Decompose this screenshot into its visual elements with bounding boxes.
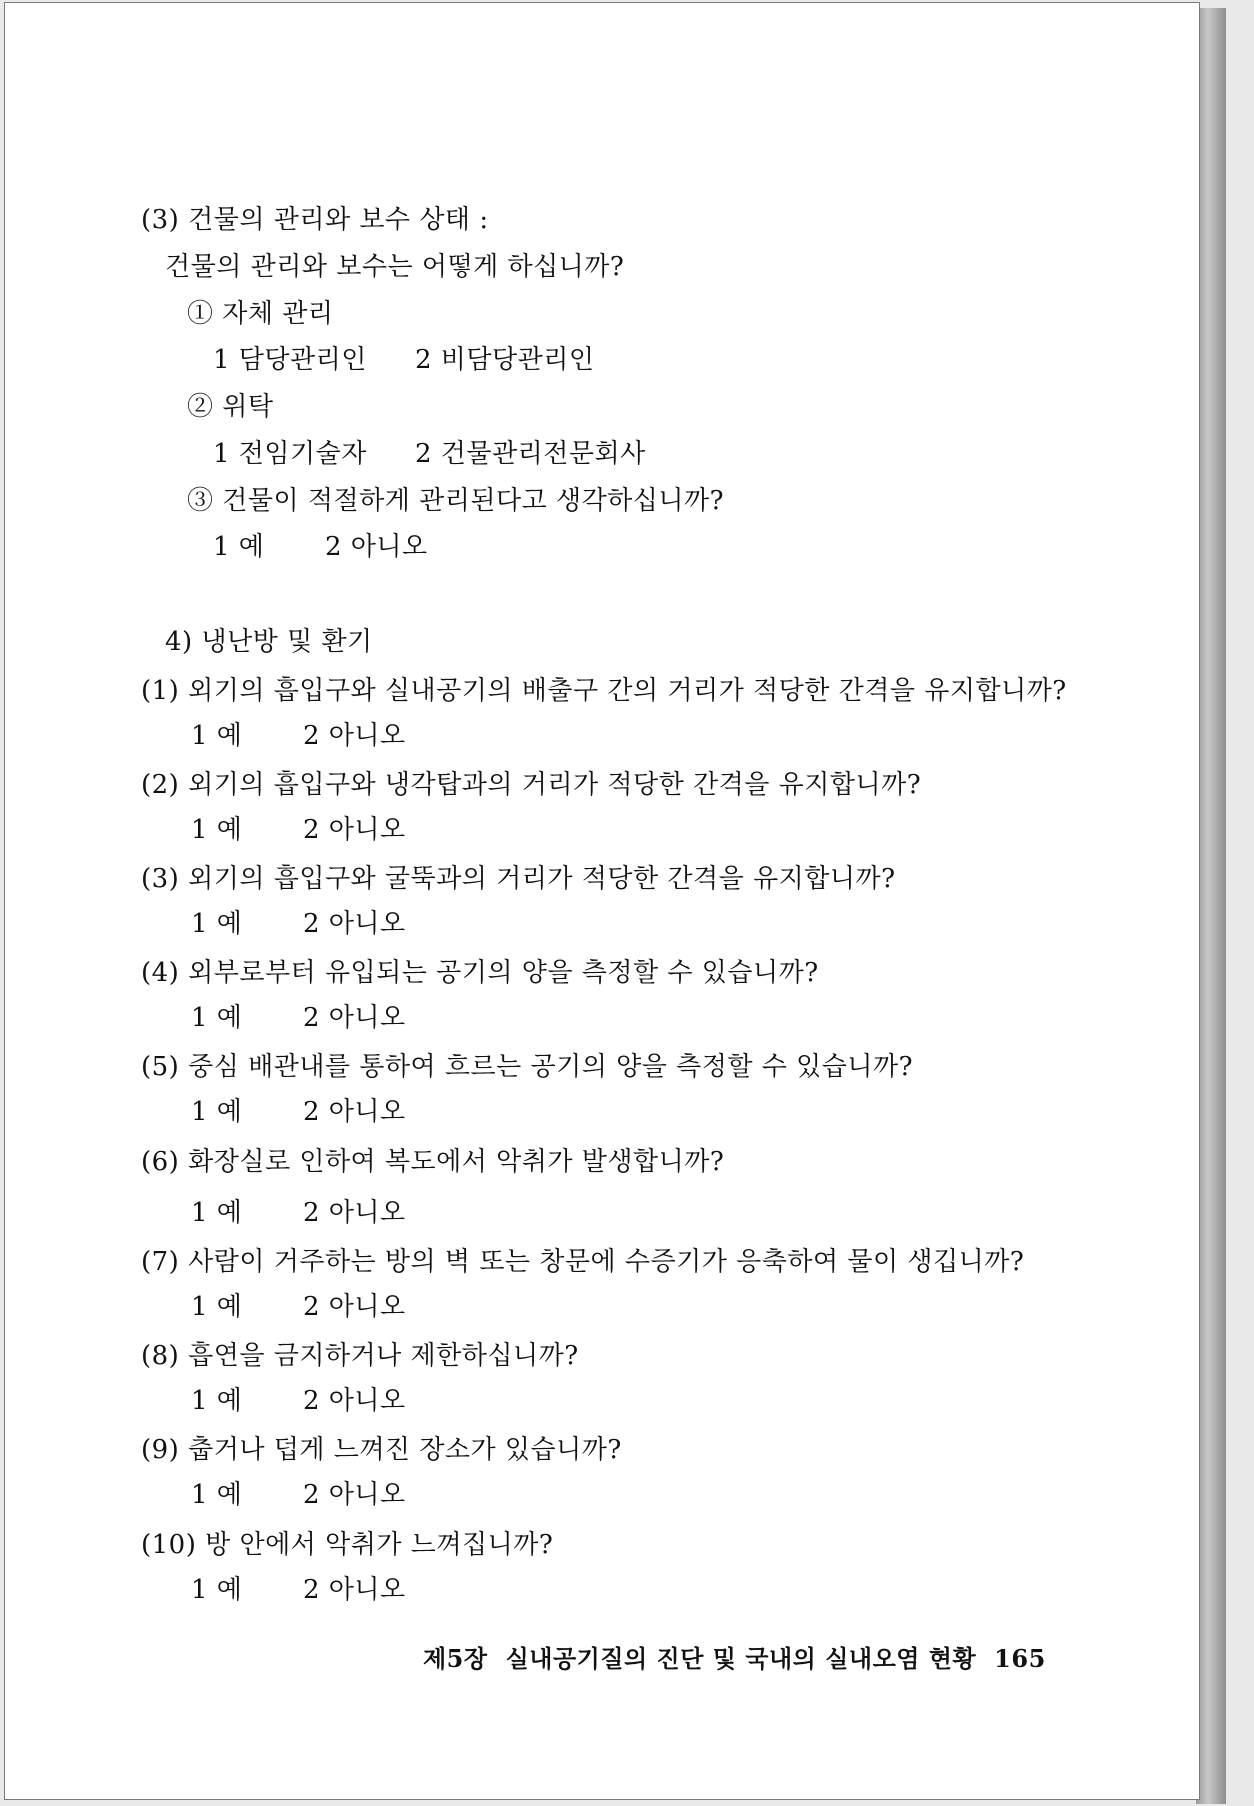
answer-yes-3: 1 예 [191,909,243,939]
section3-question: 건물의 관리와 보수는 어떻게 하십니까? [165,252,625,282]
item2-option1: 1 전임기술자 [213,439,367,469]
answer-no-5: 2 아니오 [303,1097,406,1127]
answer-no-3: 2 아니오 [303,909,406,939]
section4-heading: 4) 냉난방 및 환기 [165,627,373,657]
question-2: (2) 외기의 흡입구와 냉각탑과의 거리가 적당한 간격을 유지합니까? [141,770,922,800]
answer-yes-10: 1 예 [191,1575,243,1605]
answer-no-7: 2 아니오 [303,1292,406,1322]
question-10: (10) 방 안에서 악취가 느껴집니까? [141,1530,554,1560]
section3-item3: ③ 건물이 적절하게 관리된다고 생각하십니까? [187,486,725,516]
item1-option1: 1 담당관리인 [213,345,367,375]
question-1: (1) 외기의 흡입구와 실내공기의 배출구 간의 거리가 적당한 간격을 유지합니까? [141,676,1067,706]
answer-yes-2: 1 예 [191,815,243,845]
item3-option2: 2 아니오 [325,532,428,562]
section3-item2: ② 위탁 [187,392,274,422]
answer-no-10: 2 아니오 [303,1575,406,1605]
question-5: (5) 중심 배관내를 통하여 흐르는 공기의 양을 측정할 수 있습니까? [141,1052,914,1082]
page-footer [423,1639,1046,1674]
answer-yes-1: 1 예 [191,721,243,751]
answer-no-8: 2 아니오 [303,1386,406,1416]
item2-option2: 2 건물관리전문회사 [415,439,646,469]
answer-yes-4: 1 예 [191,1003,243,1033]
answer-no-1: 2 아니오 [303,721,406,751]
answer-yes-7: 1 예 [191,1292,243,1322]
answer-no-2: 2 아니오 [303,815,406,845]
answer-yes-9: 1 예 [191,1480,243,1510]
footer-chapter: 제5장 [423,1644,488,1673]
section3-item1: ① 자체 관리 [187,299,334,329]
page-number: 165 [994,1644,1046,1673]
question-4: (4) 외부로부터 유입되는 공기의 양을 측정할 수 있습니까? [141,958,819,988]
answer-yes-8: 1 예 [191,1386,243,1416]
answer-yes-6: 1 예 [191,1198,243,1228]
question-3: (3) 외기의 흡입구와 굴뚝과의 거리가 적당한 간격을 유지합니까? [141,864,896,894]
question-7: (7) 사람이 거주하는 방의 벽 또는 창문에 수증기가 응축하여 물이 생깁니까? [141,1247,1025,1277]
item3-option1: 1 예 [213,532,265,562]
answer-no-9: 2 아니오 [303,1480,406,1510]
document-page [4,2,1200,1800]
question-6: (6) 화장실로 인하여 복도에서 악취가 발생합니까? [141,1147,725,1177]
footer-title: 실내공기질의 진단 및 국내의 실내오염 현황 [505,1644,977,1673]
question-9: (9) 춥거나 덥게 느껴진 장소가 있습니까? [141,1435,622,1465]
answer-no-4: 2 아니오 [303,1003,406,1033]
item1-option2: 2 비담당관리인 [415,345,595,375]
answer-no-6: 2 아니오 [303,1198,406,1228]
answer-yes-5: 1 예 [191,1097,243,1127]
page-edge-shadow [1196,8,1226,1804]
question-8: (8) 흡연을 금지하거나 제한하십니까? [141,1341,579,1371]
section3-heading: (3) 건물의 관리와 보수 상태 : [141,205,489,235]
